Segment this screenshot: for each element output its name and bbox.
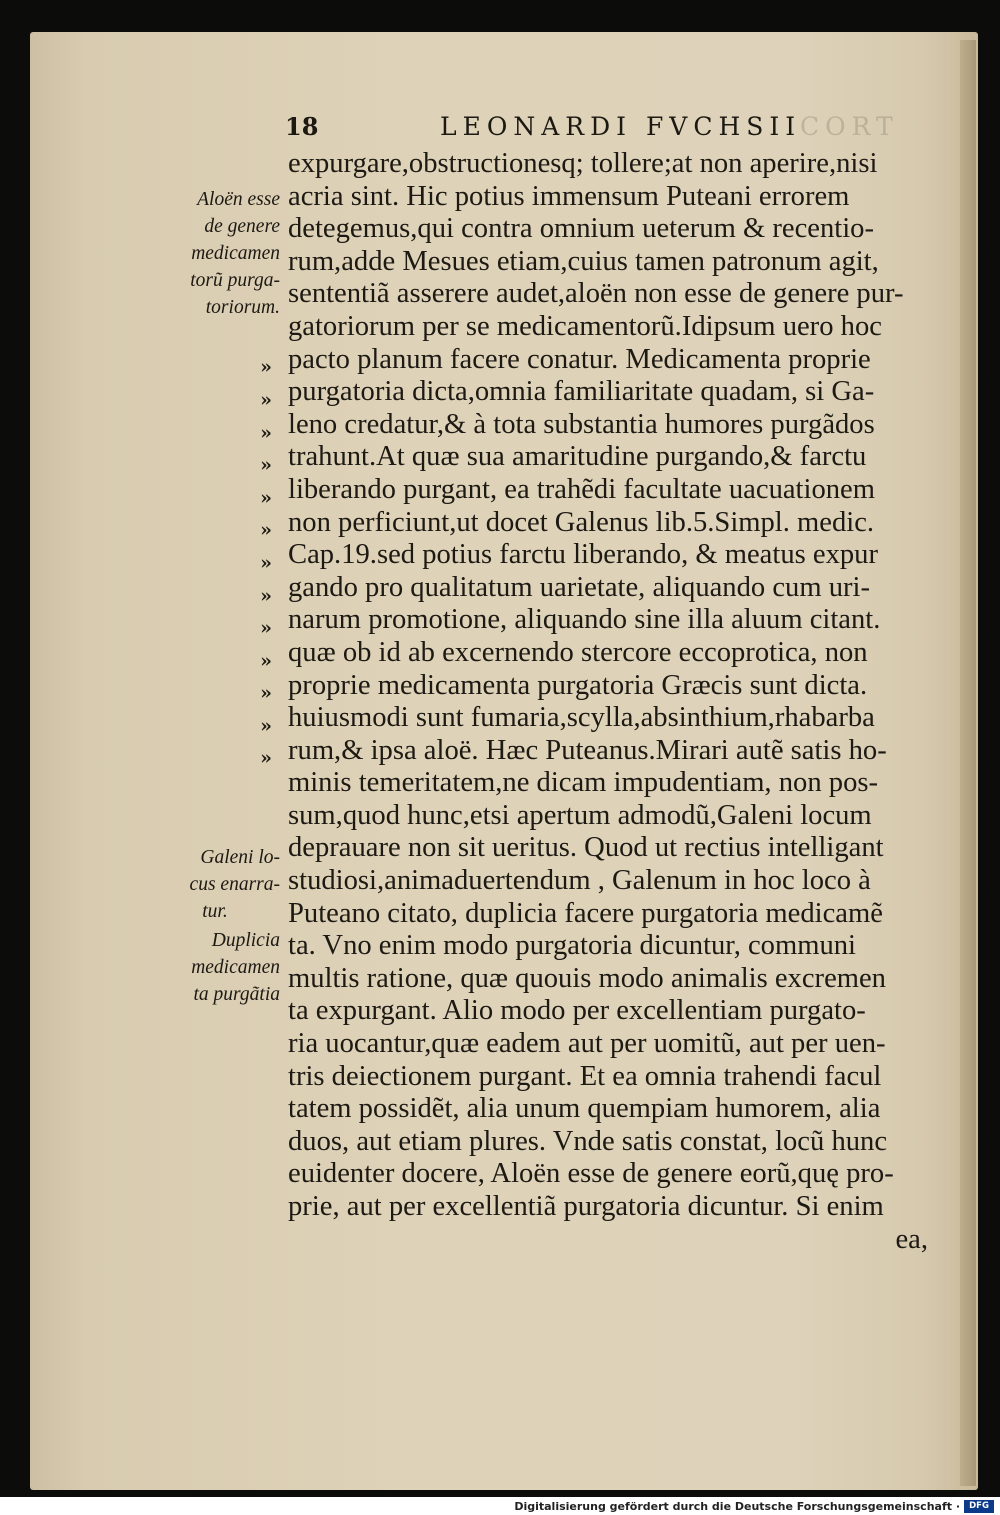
margin-note-line: medicamen <box>191 243 280 264</box>
running-head: LEONARDI FVCHSII <box>440 112 802 141</box>
text-line: acria sint. Hic potius immensum Puteani errorem <box>288 180 850 212</box>
text-line: duos, aut etiam plures. Vnde satis constat, locũ hunc <box>288 1125 888 1157</box>
catchword: ea, <box>895 1223 928 1255</box>
margin-note-line: Duplicia <box>211 930 280 951</box>
text-line: sententiã asserere audet,aloën non esse de genere pur- <box>288 278 904 310</box>
text-line: narum promotione, aliquando sine illa aluum citant. <box>288 604 881 636</box>
text-line: prie, aut per excellentiã purgatoria dicuntur. Si enim <box>288 1191 884 1222</box>
page-edge <box>960 40 976 1486</box>
text-line: Cap.19.sed potius farctu liberando, & meatus expur <box>288 539 878 571</box>
text-line: leno credatur,& à tota substantia humores purgãdos <box>288 408 875 440</box>
text-line: detegemus,qui contra omnium ueterum & recentio- <box>288 213 874 245</box>
text-line: gando pro qualitatum uarietate, aliquando cum uri- <box>288 571 871 603</box>
body-text <box>288 148 928 1256</box>
quote-mark: » <box>260 487 272 509</box>
text-line: Puteano citato, duplicia facere purgatoria medicamẽ <box>288 897 883 929</box>
margin-note-galeni <box>150 844 280 925</box>
text-line: purgatoria dicta,omnia familiaritate quadam, si Ga- <box>288 376 875 408</box>
text-line: rum,& ipsa aloë. Hæc Puteanus.Mirari autẽ satis ho- <box>288 734 887 766</box>
margin-note-line: torũ purga- <box>190 270 280 291</box>
text-line: tatem possidẽt, alia unum quempiam humorem, alia <box>288 1093 881 1125</box>
quote-mark: » <box>260 356 272 378</box>
margin-note-line: Aloën esse <box>197 189 280 210</box>
dfg-logo: DFG <box>964 1500 994 1513</box>
margin-note-line: Galeni lo- <box>200 847 280 868</box>
text-line: quæ ob id ab excernendo stercore eccoprotica, non <box>288 636 868 668</box>
margin-note-line: de genere <box>204 216 280 237</box>
text-line: sum,quod hunc,etsi apertum admodũ,Galeni locum <box>288 799 872 831</box>
quote-mark: » <box>260 519 272 541</box>
quote-mark: » <box>260 682 272 704</box>
text-line: minis temeritatem,ne dicam impudentiam, non pos- <box>288 767 879 799</box>
quote-mark: » <box>260 454 272 476</box>
margin-note-line: ta purgãtia <box>193 984 280 1005</box>
text-line: multis ratione, quæ quouis modo animalis excremen <box>288 962 886 994</box>
quote-mark: » <box>260 650 272 672</box>
text-line: ria uocantur,quæ eadem aut per uomitũ, aut per uen- <box>288 1028 886 1060</box>
footer-credit: Digitalisierung gefördert durch die Deutsche Forschungsgemeinschaft · <box>514 1500 960 1513</box>
text-line: non perficiunt,ut docet Galenus lib.5.Simpl. medic. <box>288 506 875 538</box>
margin-note-line: cus enarra- <box>189 874 280 895</box>
text-line: proprie medicamenta purgatoria Græcis sunt dicta. <box>288 669 868 701</box>
text-line: euidenter docere, Aloën esse de genere eorũ,quę pro- <box>288 1158 894 1190</box>
text-line: ta. Vno enim modo purgatoria dicuntur, communi <box>288 930 856 962</box>
text-line: liberando purgant, ea trahẽdi facultate uacuationem <box>288 473 875 505</box>
margin-note-line: tur. <box>202 901 228 922</box>
quote-mark: » <box>260 389 272 411</box>
text-line: gatoriorum per se medicamentorũ.Idipsum uero hoc <box>288 310 882 342</box>
text-line: trahunt.At quæ sua amaritudine purgando,& farctu <box>288 441 867 473</box>
quote-mark: » <box>260 617 272 639</box>
text-line: ta expurgant. Alio modo per excellentiam purgato- <box>288 995 866 1027</box>
text-line: expurgare,obstructionesq; tollere;at non aperire,nisi <box>288 148 878 179</box>
page-number: 18 <box>285 112 319 141</box>
bleed-through-text: CORT <box>800 112 899 141</box>
quote-mark: » <box>260 715 272 737</box>
margin-note-aloe <box>150 186 280 321</box>
margin-note-line: medicamen <box>191 957 280 978</box>
text-line: studiosi,animaduertendum , Galenum in hoc loco à <box>288 865 871 897</box>
margin-note-duplicia <box>150 927 280 1008</box>
quote-mark: » <box>260 422 272 444</box>
quote-mark: » <box>260 585 272 607</box>
quote-mark: » <box>260 747 272 769</box>
text-line: tris deiectionem purgant. Et ea omnia trahendi facul <box>288 1060 882 1092</box>
text-line: pacto planum facere conatur. Medicamenta proprie <box>288 343 871 375</box>
quote-mark: » <box>260 552 272 574</box>
text-line: huiusmodi sunt fumaria,scylla,absinthium,rhabarba <box>288 702 875 734</box>
text-line: deprauare non sit ueritus. Quod ut rectius intelligant <box>288 832 884 864</box>
margin-note-line: toriorum. <box>205 297 280 318</box>
text-line: rum,adde Mesues etiam,cuius tamen patronum agit, <box>288 245 879 277</box>
